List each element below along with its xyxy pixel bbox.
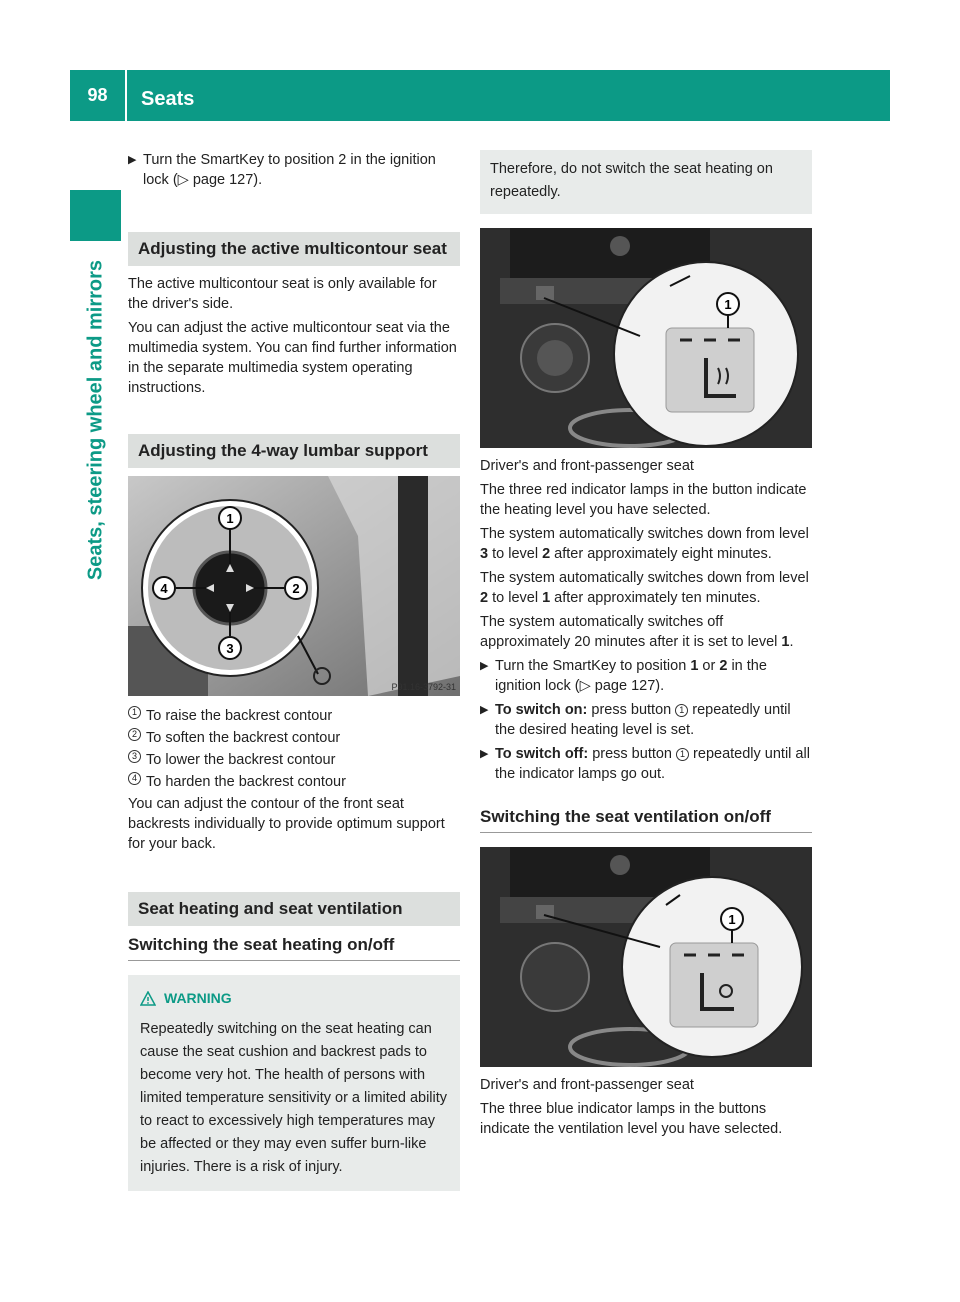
section-title: Seats	[141, 88, 195, 110]
seat-ventilation-illustration	[480, 847, 812, 1067]
number-circle-icon: 1	[676, 748, 689, 761]
seat-heating-image	[480, 228, 812, 448]
arrow-icon: ▶	[480, 660, 489, 672]
subheading-seat-ventilation: Switching the seat ventilation on/off	[480, 806, 812, 833]
list-item-text: To raise the backrest contour	[146, 708, 333, 724]
callout-1-label: 1	[724, 297, 732, 312]
image-caption: Driver's and front-passenger seat	[480, 1077, 694, 1093]
list-item-text: To lower the backrest contour	[146, 752, 336, 768]
warning-box	[128, 975, 460, 1191]
list-item	[128, 706, 460, 726]
paragraph: The three red indicator lamps in the button indicate the heating level you have selected.	[480, 482, 807, 518]
list-item	[128, 728, 460, 748]
instruction-smartkey: ▶ Turn the SmartKey to position 1 or 2 in the ignition lock (▷ page 127).	[480, 658, 767, 694]
left-column	[128, 150, 460, 1191]
subheading-seat-heating: Switching the seat heating on/off	[128, 934, 460, 961]
paragraph: You can adjust the active multicontour seat via the multimedia system. You can find further information in the separate multimedia system operating instructions.	[128, 320, 457, 396]
number-circle-icon: 4	[128, 772, 141, 785]
header-divider	[125, 70, 127, 121]
seat-heating-illustration	[480, 228, 812, 448]
right-column	[480, 150, 812, 1143]
paragraph: The system automatically switches off approximately 20 minutes after it is set to level 1.	[480, 614, 794, 650]
paragraph: The system automatically switches down from level 3 to level 2 after approximately eight minutes.	[480, 526, 809, 562]
warning-text: Repeatedly switching on the seat heating can cause the seat cushion and backrest pads to become very hot. The health of persons with limited temperature sensitivity or a limited ability to react to excessively high temperatures may be affected or they may even suffer burn-like injuries. There is a risk of injury.	[140, 1021, 448, 1175]
heading-multicontour: Adjusting the active multicontour seat	[128, 232, 460, 266]
lumbar-support-image	[128, 476, 460, 696]
list-item	[128, 750, 460, 770]
note-box: Therefore, do not switch the seat heating on repeatedly.	[480, 150, 812, 214]
side-tab-marker	[70, 190, 121, 241]
instruction-smartkey	[128, 150, 460, 190]
heading-lumbar: Adjusting the 4-way lumbar support	[128, 434, 460, 468]
arrow-icon: ▶	[480, 748, 489, 760]
list-item	[128, 772, 460, 792]
paragraph: You can adjust the contour of the front seat backrests individually to provide optimum support for your back.	[128, 796, 445, 852]
list-item-text: To harden the backrest contour	[146, 774, 346, 790]
side-tab-label: Seats, steering wheel and mirrors	[84, 259, 107, 581]
page-number: 98	[87, 85, 108, 105]
number-circle-icon: 3	[128, 750, 141, 763]
paragraph: The active multicontour seat is only available for the driver's side.	[128, 276, 437, 312]
instruction-text: Turn the SmartKey to position 2 in the ignition lock (▷ page 127).	[143, 152, 436, 188]
number-circle-icon: 1	[128, 706, 141, 719]
warning-triangle-icon	[140, 991, 156, 1007]
warning-header	[140, 987, 450, 1010]
callout-3-label: 3	[226, 641, 234, 656]
paragraph: The three blue indicator lamps in the buttons indicate the ventilation level you have selected.	[480, 1101, 783, 1137]
callout-2-label: 2	[292, 581, 300, 596]
lumbar-illustration	[128, 476, 460, 696]
image-caption: Driver's and front-passenger seat	[480, 458, 694, 474]
callout-4-label: 4	[160, 581, 168, 596]
instruction-switch-off: ▶ To switch off: press button 1 repeatedly until all the indicator lamps go out.	[480, 746, 810, 782]
warning-title: WARNING	[164, 990, 232, 1006]
callout-1-label: 1	[728, 912, 736, 927]
arrow-icon: ▶	[480, 704, 489, 716]
paragraph: The system automatically switches down from level 2 to level 1 after approximately ten minutes.	[480, 570, 809, 606]
list-item-text: To soften the backrest contour	[146, 730, 341, 746]
image-code: P91.16-3792-31	[391, 682, 456, 692]
number-circle-icon: 2	[128, 728, 141, 741]
instruction-switch-on: ▶ To switch on: press button 1 repeatedly until the desired heating level is set.	[480, 702, 791, 738]
number-circle-icon: 1	[675, 704, 688, 717]
heading-seat-heating: Seat heating and seat ventilation	[128, 892, 460, 926]
seat-ventilation-image	[480, 847, 812, 1067]
callout-1-label: 1	[226, 511, 234, 526]
arrow-icon: ▶	[128, 154, 137, 166]
